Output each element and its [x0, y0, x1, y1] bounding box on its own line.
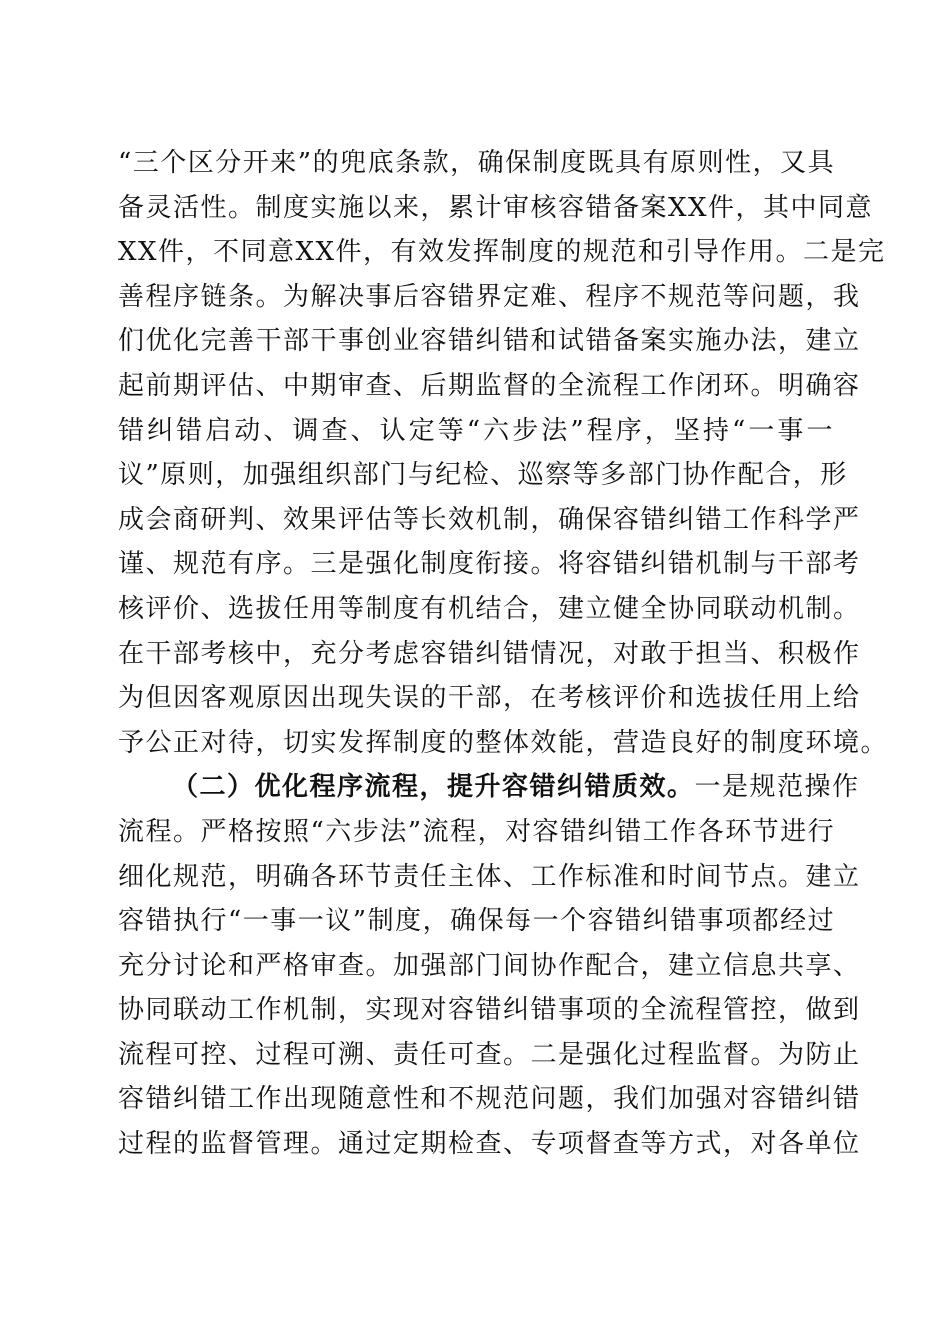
paragraph-line: 流程。严格按照“六步法”流程，对容错纠错工作各环节进行 [118, 816, 836, 847]
paragraph-line: 流程可控、过程可溯、责任可查。二是强化过程监督。为防止 [118, 1039, 861, 1070]
paragraph-line: “三个区分开来”的兜底条款，确保制度既具有原则性，又具 [118, 148, 836, 178]
body-text [118, 141, 889, 1167]
paragraph-line: 容错执行“一事一议”制度，确保每一个容错纠错事项都经过 [118, 906, 836, 937]
paragraph-line: 起前期评估、中期审查、后期监督的全流程工作闭环。明确容 [118, 370, 861, 401]
paragraph-line: 错纠错启动、调查、认定等“六步法”程序，坚持“一事一 [118, 415, 834, 446]
section-heading: （二）优化程序流程，提升容错纠错质效。 [172, 772, 695, 803]
paragraph-line: 谨、规范有序。三是强化制度衔接。将容错纠错机制与干部考 [118, 549, 861, 580]
paragraph-line: 善程序链条。为解决事后容错界定难、程序不规范等问题，我 [118, 281, 861, 312]
section-heading-continuation: 一是规范操作 [694, 772, 860, 803]
paragraph-line: 核评价、选拔任用等制度有机结合，建立健全协同联动机制。 [118, 593, 861, 624]
paragraph-line-last: 予公正对待，切实发挥制度的整体效能，营造良好的制度环境。 [118, 727, 889, 758]
paragraph-line: XX件，不同意XX件，有效发挥制度的规范和引导作用。二是完 [118, 237, 886, 268]
paragraph-line: 充分讨论和严格审查。加强部门间协作配合，建立信息共享、 [118, 950, 861, 981]
paragraph-line: 在干部考核中，充分考虑容错纠错情况，对敢于担当、积极作 [118, 638, 861, 669]
paragraph-line: 成会商研判、效果评估等长效机制，确保容错纠错工作科学严 [118, 504, 861, 535]
paragraph-line: 备灵活性。制度实施以来，累计审核容错备案XX件，其中同意 [118, 192, 874, 223]
paragraph-line: 议”原则，加强组织部门与纪检、巡察等多部门协作配合，形 [118, 460, 848, 491]
section-heading-line [118, 765, 860, 810]
paragraph-line: 细化规范，明确各环节责任主体、工作标准和时间节点。建立 [118, 861, 861, 892]
paragraph-line: 过程的监督管理。通过定期检查、专项督查等方式，对各单位 [118, 1129, 861, 1160]
paragraph-line: 容错纠错工作出现随意性和不规范问题，我们加强对容错纠错 [118, 1084, 861, 1115]
paragraph-line: 协同联动工作机制，实现对容错纠错事项的全流程管控，做到 [118, 995, 861, 1026]
paragraph-line: 们优化完善干部干事创业容错纠错和试错备案实施办法，建立 [118, 326, 861, 357]
paragraph-line: 为但因客观原因出现失误的干部，在考核评价和选拔任用上给 [118, 683, 861, 714]
